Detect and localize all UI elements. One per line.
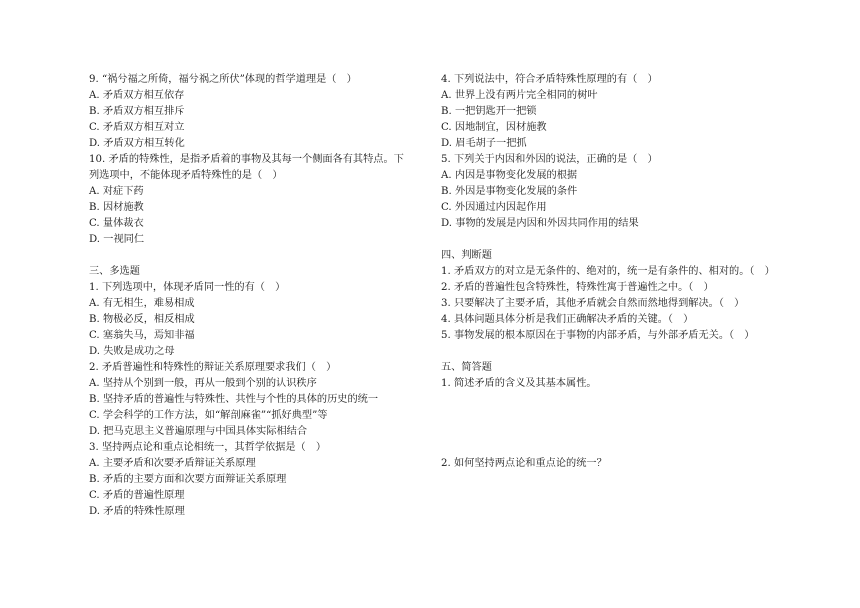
option: A. 有无相生，难易相成	[89, 298, 195, 309]
judgment-item: 1. 矛盾双方的对立是无条件的、绝对的，统一是有条件的、相对的。（ ）	[441, 266, 775, 277]
option: A. 矛盾双方相互依存	[89, 90, 185, 101]
option: C. 矛盾的普遍性原理	[89, 490, 185, 501]
question-stem: 9. “祸兮福之所倚，福兮祸之所伏”体现的哲学道理是（ ）	[89, 74, 357, 85]
judgment-item: 5. 事物发展的根本原因在于事物的内部矛盾，与外部矛盾无关。（ ）	[441, 330, 755, 341]
section-title: 四、判断题	[441, 250, 492, 261]
question-stem: 10. 矛盾的特殊性，是指矛盾着的事物及其每一个侧面各有其特点。下	[89, 154, 404, 165]
option: D. 把马克思主义普遍原理与中国具体实际相结合	[89, 426, 308, 437]
option: B. 一把钥匙开一把锁	[441, 106, 537, 117]
option: C. 塞翁失马，焉知非福	[89, 330, 195, 341]
judgment-item: 3. 只要解决了主要矛盾，其他矛盾就会自然而然地得到解决。（ ）	[441, 298, 745, 309]
question-stem-continued: 列选项中，不能体现矛盾特殊性的是（ ）	[89, 170, 283, 181]
option: D. 矛盾的特殊性原理	[89, 506, 185, 517]
question-stem: 5. 下列关于内因和外因的说法，正确的是（ ）	[441, 154, 658, 165]
option: A. 世界上没有两片完全相同的树叶	[441, 90, 598, 101]
option: C. 因地制宜，因材施教	[441, 122, 547, 133]
option: D. 事物的发展是内因和外因共同作用的结果	[441, 218, 639, 229]
option: D. 失败是成功之母	[89, 346, 175, 357]
option: A. 内因是事物变化发展的根据	[441, 170, 578, 181]
option: C. 外因通过内因起作用	[441, 202, 547, 213]
judgment-item: 2. 矛盾的普遍性包含特殊性，特殊性寓于普遍性之中。（ ）	[441, 282, 714, 293]
option: A. 对症下药	[89, 186, 144, 197]
option: D. 一视同仁	[89, 234, 145, 245]
right-column	[441, 72, 777, 472]
option: B. 矛盾双方相互排斥	[89, 106, 185, 117]
question-stem: 2. 矛盾普遍性和特殊性的辩证关系原理要求我们（ ）	[89, 362, 337, 373]
option: C. 学会科学的工作方法，如“解剖麻雀”“抓好典型”等	[89, 410, 328, 421]
short-answer-question: 2. 如何坚持两点论和重点论的统一？	[441, 458, 607, 469]
option: B. 外因是事物变化发展的条件	[441, 186, 578, 197]
option: A. 主要矛盾和次要矛盾辩证关系原理	[89, 458, 256, 469]
option: D. 眉毛胡子一把抓	[441, 138, 527, 149]
question-stem: 3. 坚持两点论和重点论相统一，其哲学依据是（ ）	[89, 442, 327, 453]
option: B. 物极必反，相反相成	[89, 314, 195, 325]
option: C. 矛盾双方相互对立	[89, 122, 185, 133]
answer-space	[441, 392, 777, 456]
question-stem: 4. 下列说法中，符合矛盾特殊性原理的有（ ）	[441, 74, 658, 85]
left-column	[89, 72, 421, 520]
option: B. 矛盾的主要方面和次要方面辩证关系原理	[89, 474, 287, 485]
option: A. 坚持从个别到一般，再从一般到个别的认识秩序	[89, 378, 317, 389]
section-title: 五、简答题	[441, 362, 492, 373]
option: B. 因材施教	[89, 202, 144, 213]
option: D. 矛盾双方相互转化	[89, 138, 185, 149]
judgment-item: 4. 具体问题具体分析是我们正确解决矛盾的关键。（ ）	[441, 314, 694, 325]
option: C. 量体裁衣	[89, 218, 144, 229]
question-stem: 1. 下列选项中，体现矛盾同一性的有（ ）	[89, 282, 286, 293]
option: B. 坚持矛盾的普遍性与特殊性、共性与个性的具体的历史的统一	[89, 394, 379, 405]
section-title: 三、多选题	[89, 266, 140, 277]
short-answer-question: 1. 简述矛盾的含义及其基本属性。	[441, 378, 597, 389]
